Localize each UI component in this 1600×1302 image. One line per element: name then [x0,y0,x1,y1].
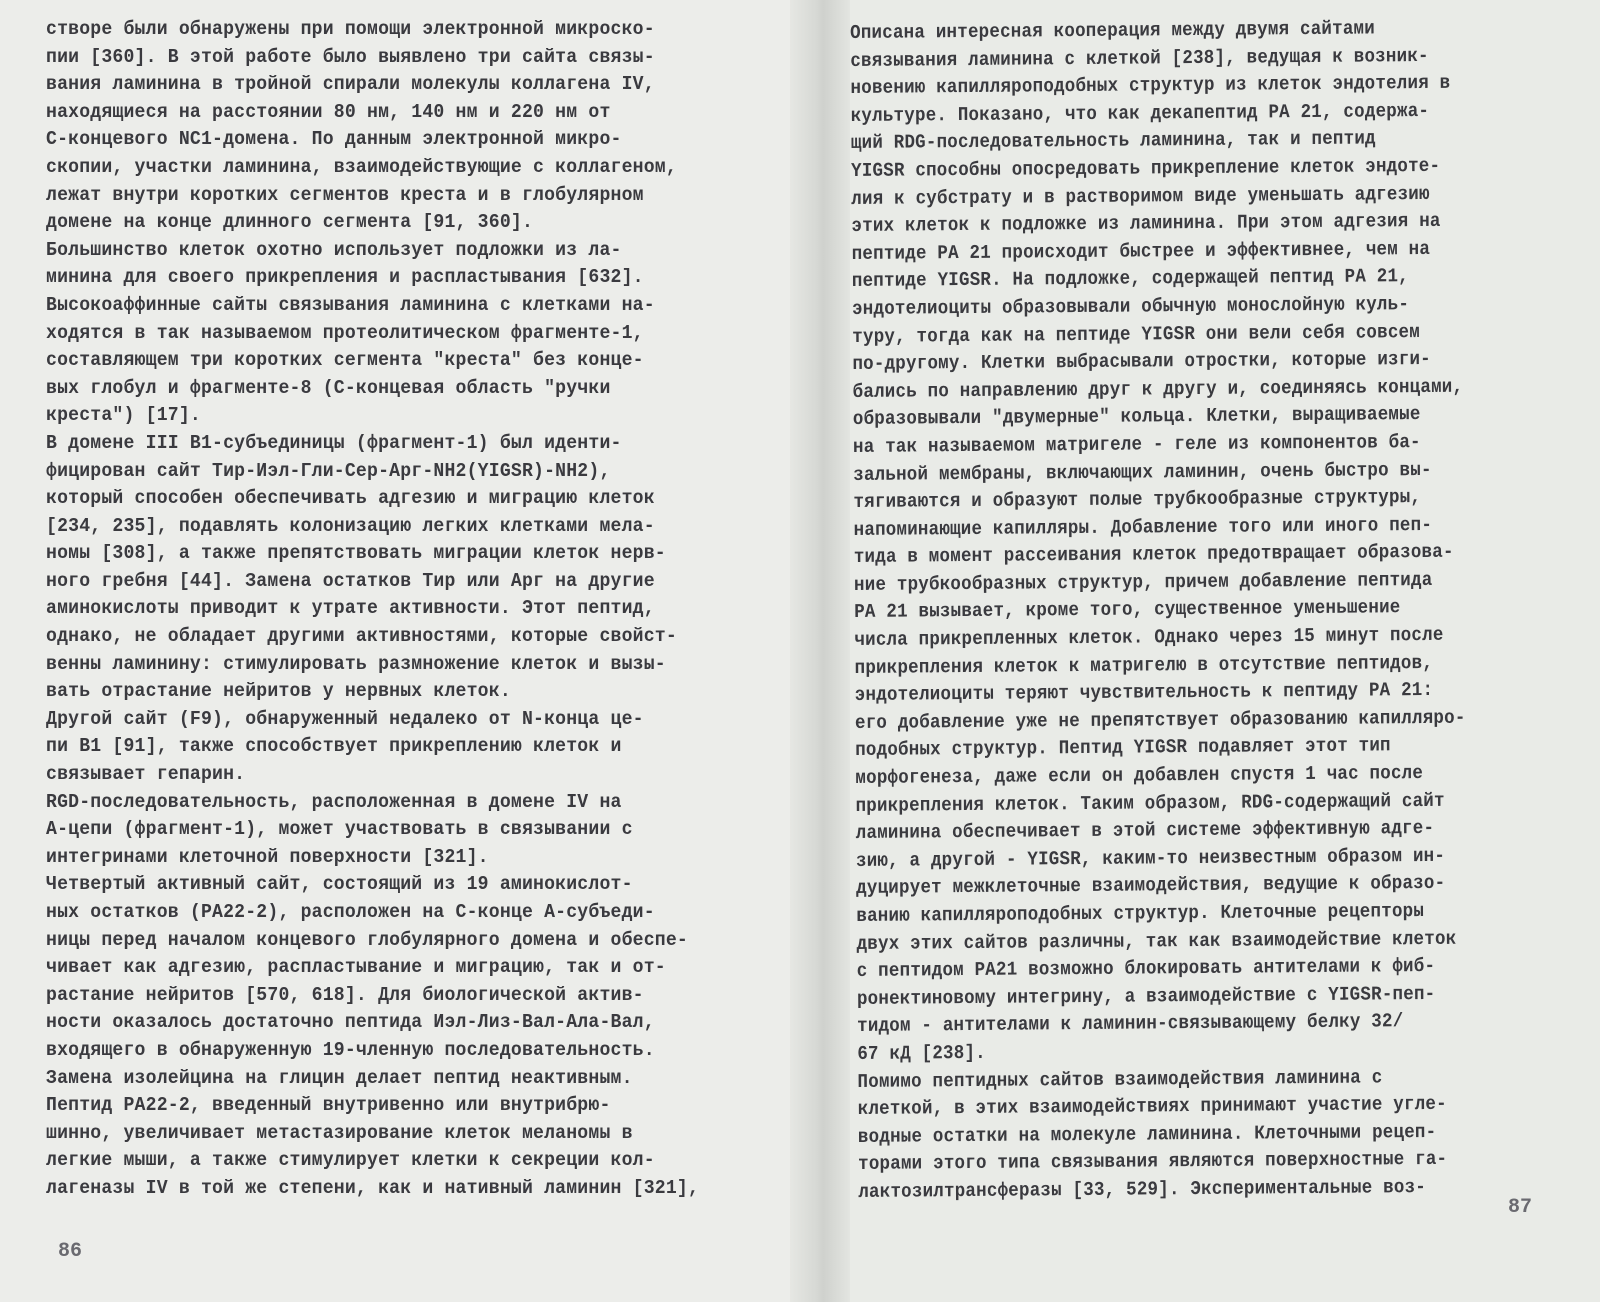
text-line: лия к субстрату и в растворимом виде уменьшать адгезию [851,182,1430,210]
book-gutter [790,0,850,1302]
text-line: Замена изолейцина на глицин делает пептид неактивным. [46,1066,633,1089]
text-line: интегринами клеточной поверхности [321]. [46,845,489,868]
text-line: туру, тогда как на пептиде YIGSR они вели себя совсем [852,320,1421,348]
text-line: двух этих сайтов различны, так как взаимодействие клеток [856,927,1457,955]
text-line: створе были обнаружены при помощи электронной микроско- [46,18,655,40]
text-line: напоминающие капилляры. Добавление того или иного пеп- [853,513,1433,541]
text-line: Описана интересная кооперация между двумя сайтами [850,17,1376,44]
text-line: пептиде YIGSR. На подложке, содержащей пептид РА 21, [851,265,1409,293]
text-line: зальной мембраны, включающих ламинин, очень быстро вы- [853,458,1432,486]
text-line: лактозилтрансферазы [33, 529]. Экспериментальные воз- [858,1175,1427,1203]
text-line: образовывали "двумерные" кольца. Клетки, выращиваемые [852,403,1421,431]
text-line: креста") [17]. [46,404,201,427]
text-line: по-другому. Клетки выбрасывали отростки, которые изги- [852,348,1431,376]
text-line: YIGSR способны опосредовать прикрепление клеток эндоте- [850,154,1441,182]
text-line: зию, а другой - YIGSR, каким-то неизвестным образом ин- [855,844,1446,872]
text-line: пептиде РА 21 происходит быстрее и эффективнее, чем на [851,237,1431,265]
right-page-text [850,15,1469,1207]
text-line: вых глобул и фрагменте-8 (С-концевая область "ручки [46,376,611,399]
right-page [810,0,1600,1302]
text-line: РА 21 вызывает, кроме того, существенное уменьшение [854,596,1401,624]
text-line: ронектиновому интегрину, а взаимодействие с YIGSR-пеп- [856,982,1436,1010]
text-line: его добавление уже не препятствует образованию капилляро- [854,706,1466,734]
page-number-left: 86 [58,1240,83,1263]
text-line: венны ламинину: стимулировать размножение клеток и вызы- [46,652,666,675]
text-line: аминокислоты приводит к утрате активности. Этот пептид, [46,597,655,620]
text-line: ницы перед началом концевого глобулярного домена и обеспе- [46,928,688,951]
text-line: Другой сайт (F9), обнаруженный недалеко от N-конца це- [46,707,644,730]
text-line: входящего в обнаруженную 19-членную последовательность. [46,1038,655,1061]
left-page-text [46,16,699,1203]
text-line: морфогенеза, даже если он добавлен спустя 1 час после [855,762,1424,790]
text-line: чивает как адгезию, распластывание и миграцию, так и от- [46,956,666,979]
text-line: RGD-последовательность, расположенная в домене IV на [46,790,622,813]
text-line: В домене III В1-субъединицы (фрагмент-1) был иденти- [46,431,622,454]
text-line: который способен обеспечивать адгезию и миграцию клеток [46,487,655,510]
text-line: ванию капилляроподобных структур. Клеточные рецепторы [856,900,1425,927]
text-line: скопии, участки ламинина, взаимодействующие с коллагеном, [46,155,677,178]
text-line: А-цепи (фрагмент-1), может участвовать в связывании с [46,818,633,841]
text-line: вать отрастание нейритов у нервных клеток. [46,680,511,703]
text-line: С-концевого NC1-домена. По данным электронной микро- [46,128,622,151]
text-line: дуцирует межклеточные взаимодействия, ведущие к образо- [856,872,1446,900]
text-line: бались по направлению друг к другу и, соединяясь концами, [852,375,1464,403]
text-line: лагеназы IV в той же степени, как и нативный ламинин [321], [46,1176,700,1199]
text-line: вания ламинина в тройной спирали молекулы коллагена IV, [46,73,655,96]
text-line: пи В1 [91], также способствует прикреплению клеток и [46,735,622,758]
text-line: ного гребня [44]. Замена остатков Тир или Арг на другие [46,569,655,592]
text-line: водные остатки на молекуле ламинина. Клеточными рецеп- [857,1120,1437,1148]
text-line: прикрепления клеток к матригелю в отсутствие пептидов, [854,651,1434,679]
page-number-right: 87 [1508,1196,1533,1219]
text-line: домене на конце длинного сегмента [91, 360]. [46,211,534,234]
text-line: Высокоаффинные сайты связывания ламинина с клетками на- [46,293,655,316]
text-line: числа прикрепленных клеток. Однако через 15 минут после [854,623,1444,652]
text-line: тягиваются и образуют полые трубкообразные структуры, [853,486,1422,514]
text-line: минина для своего прикрепления и распластывания [632]. [46,266,644,289]
text-line: [234, 235], подавлять колонизацию легких клетками мела- [46,514,655,537]
text-line: лежат внутри коротких сегментов креста и в глобулярном [46,183,644,206]
text-line: 67 кД [238]. [857,1041,986,1065]
text-line: клеткой, в этих взаимодействиях принимают участие угле- [857,1092,1447,1121]
text-line: составляющем три коротких сегмента "креста" без конце- [46,349,644,372]
text-line: фицирован сайт Тир-Иэл-Гли-Сер-Арг-NH2(YIGSR)-NH2), [46,459,611,482]
text-line: с пептидом РА21 возможно блокировать антителами к фиб- [856,955,1436,983]
text-line: тида в момент рассеивания клеток предотвращает образова- [853,541,1454,569]
text-line: этих клеток к подложке из ламинина. При этом адгезия на [851,210,1441,238]
text-line: щий RDG-последовательность ламинина, так и пептид [850,127,1376,155]
text-line: Большинство клеток охотно использует подложки из ла- [46,238,622,261]
text-line: связывает гепарин. [46,763,246,786]
text-line: номы [308], а также препятствовать миграции клеток нерв- [46,542,666,565]
text-line: подобных структур. Пептид YIGSR подавляет этот тип [855,734,1391,762]
text-line: эндотелиоциты теряют чувствительность к пептиду РА 21: [854,679,1434,707]
text-line: эндотелиоциты образовывали обычную монослойную куль- [851,293,1410,320]
text-line: прикрепления клеток. Таким образом, RDG-содержащий сайт [855,789,1445,817]
text-line: Пептид РА22-2, введенный внутривенно или внутрибрю- [46,1094,611,1117]
text-line: шинно, увеличивает метастазирование клеток меланомы в [46,1121,633,1144]
text-line: растание нейритов [570, 618]. Для биологической актив- [46,983,644,1006]
text-line: новению капилляроподобных структур из клеток эндотелия в [850,71,1451,100]
text-line: ности оказалось достаточно пептида Иэл-Лиз-Вал-Ала-Вал, [46,1011,655,1034]
text-line: на так называемом матригеле - геле из компонентов ба- [852,430,1421,458]
text-line: культуре. Показано, что как декапептид РА 21, содержа- [850,99,1430,127]
text-line: ламинина обеспечивает в этой системе эффективную адге- [855,817,1435,845]
text-line: связывания ламинина с клеткой [238], ведущая к возник- [850,44,1429,72]
text-line: ных остатков (РА22-2), расположен на С-конце А-субъеди- [46,901,655,923]
text-line: легкие мыши, а также стимулирует клетки к секреции кол- [46,1149,655,1172]
text-line: находящиеся на расстоянии 80 нм, 140 нм и 220 нм от [46,100,611,123]
text-line: ние трубкообразных структур, причем добавление пептида [853,568,1433,596]
text-line: ходятся в так называемом протеолитическом фрагменте-1, [46,321,644,344]
text-line: Четвертый активный сайт, состоящий из 19 аминокислот- [46,873,633,896]
text-line: пии [360]. В этой работе было выявлено три сайта связы- [46,45,655,68]
text-line: Помимо пептидных сайтов взаимодействия ламинина с [857,1065,1383,1093]
text-line: торами этого типа связывания являются поверхностные га- [858,1148,1448,1176]
text-line: тидом - антителами к ламинин-связывающему белку 32/ [857,1010,1404,1038]
text-line: однако, не обладает другими активностями, которые свойст- [46,625,677,648]
